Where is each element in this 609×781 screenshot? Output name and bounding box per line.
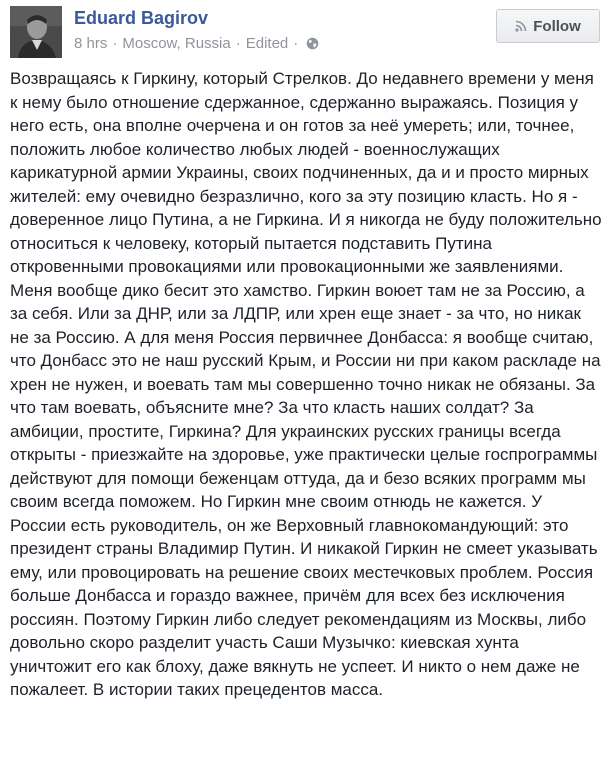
- meta-separator: ·: [235, 35, 241, 52]
- rss-icon: [515, 20, 527, 32]
- user-photo-icon: [10, 6, 62, 58]
- meta-separator: ·: [293, 35, 299, 52]
- author-name-link[interactable]: Eduard Bagirov: [74, 8, 209, 28]
- globe-icon[interactable]: [306, 37, 319, 50]
- post-timestamp[interactable]: 8 hrs: [74, 35, 108, 52]
- edited-link[interactable]: Edited: [245, 35, 289, 52]
- follow-button-label: Follow: [533, 17, 581, 35]
- post-header: [10, 6, 600, 66]
- post-body-text: Возвращаясь к Гиркину, который Стрелков. До недавнего времени у меня к нему было отношение сдержанное, сдержанно выражаясь. Позиция у него есть, она вполне очерчена и он готов за неё умереть; или, точнее, положить любое количество любых людей - военнослужащих карикатурной армии Украины, своих подчиненных, да и и просто мирных жителей: ему очевидно безразлично, кого за эту позицию класть. Но я - доверенное лицо Путина, а не Гиркина. И я никогда не буду положительно относиться к человеку, который пытается подставить Путина откровенными провокациями или провокационными же заявлениями. Меня вообще дико бесит это хамство. Гиркин воюет там не за Россию, а за себя. Или за ДНР, или за ЛДПР, или хрен еще знает - за что, но никак не за Россию. А для меня Россия первичнее Донбасса: я вообще считаю, что Донбасс это не наш русский Крым, и России ни при каком раскладе на хрен не нужен, и воевать там мы совершенно точно никак не обязаны. За что там воевать, объясните мне? За что класть наших солдат? За амбиции, простите, Гиркина? Для украинских русских границы всегда открыты - приезжайте на здоровье, уже практически целые госпрограммы действуют для помощи беженцам оттуда, да и безо всяких программ мы своим всегда поможем. Но Гиркин мне своим отнюдь не кажется. У России есть руководитель, он же Верховный главнокомандующий: это президент страны Владимир Путин. И никакой Гиркин не смеет указывать ему, или провоцировать на решение своих местечковых проблем. Россия больше Донбасса и гораздо важнее, причём для всех без исключения россиян. Поэтому Гиркин либо следует рекомендациям из Москвы, либо довольно скоро разделит участь Саши Музычко: киевская хунта уничтожит его как блоху, даже вякнуть не успеет. И никто о нем даже не пожалеет. В истории таких прецедентов масса.: [10, 69, 602, 699]
- post-location[interactable]: Moscow, Russia: [122, 35, 231, 52]
- post-meta: [74, 35, 319, 52]
- meta-separator: ·: [112, 35, 118, 52]
- author-avatar[interactable]: [10, 6, 62, 58]
- follow-button[interactable]: [496, 9, 600, 43]
